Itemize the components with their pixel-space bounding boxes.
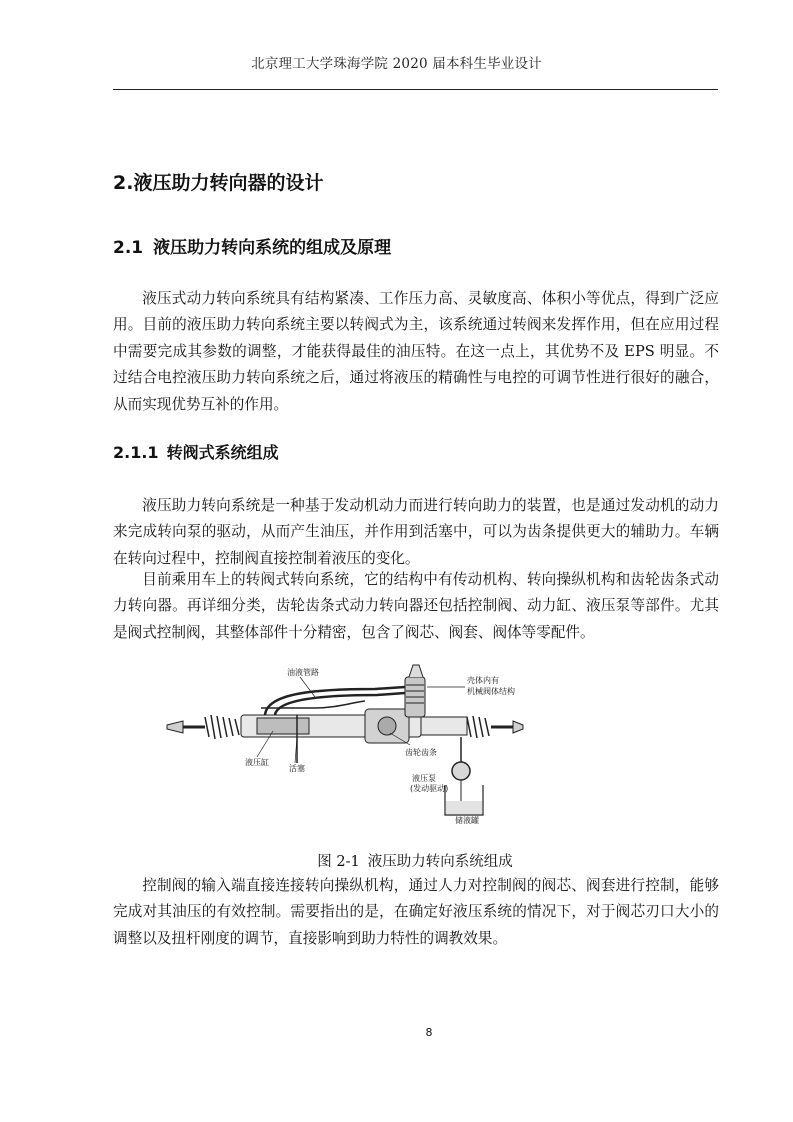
label-tank: 储液罐 [455,816,479,825]
figure-caption-text: 液压助力转向系统组成 [367,854,513,870]
label-piston: 活塞 [289,764,305,773]
header-rule [113,89,718,90]
label-valve-line1: 壳体内有 [467,676,499,685]
paragraph-4: 控制阀的输入端直接连接转向操纵机构，通过人力对控制阀的阀芯、阀套进行控制，能够完成对其油压的有效控制。需要指出的是，在确定好液压系统的情况下，对于阀芯刃口大小的调整以及扭杆刚度的调节，直接影响到助力特性的调教效果。 [113,877,719,947]
subsection-number: 2.1 [113,238,144,258]
paragraph-1: 液压式动力转向系统具有结构紧凑、工作压力高、灵敏度高、体积小等优点，得到广泛应用。目前的液压助力转向系统主要以转阀式为主，该系统通过转阀来发挥作用，但在应用过程中需要完成其参数的调整，才能获得最佳的油压特。在这一点上，其优势不及 EPS 明显。不过结合电控液压助力转向系统之后，通过将液压的精确性与电控的可调节性进行很好的融合，从而实现优势互补的作用。 [113,290,719,413]
figure-caption [0,850,793,871]
label-cylinder: 液压缸 [245,758,269,767]
paragraph-3: 目前乘用车上的转阀式转向系统，它的结构中有传动机构、转向操纵机构和齿轮齿条式动力转向器。再详细分类，齿轮齿条式动力转向器还包括控制阀、动力缸、液压泵等部件。尤其是阀式控制阀，其整体部件十分精密，包含了阀芯、阀套、阀体等零配件。 [113,571,719,641]
figure-caption-number: 图 2-1 [317,854,360,870]
subsection-title: 液压助力转向系统的组成及原理 [153,238,392,258]
subsubsection-number: 2.1.1 [113,443,159,462]
running-header: 北京理工大学珠海学院 2020 届本科生毕业设计 [251,56,542,72]
steering-system-figure [165,663,525,831]
label-gear: 齿轮齿条 [405,748,437,757]
label-pump-line2: (发动驱动) [410,784,449,793]
label-valve-line2: 机械阀体结构 [467,687,515,696]
subsection-heading [113,233,391,258]
label-tubes: 油液管路 [287,668,319,677]
paragraph-2: 液压助力转向系统是一种基于发动机动力而进行转向助力的装置，也是通过发动机的动力来完成转向泵的驱动，从而产生油压，并作用到活塞中，可以为齿条提供更大的辅助力。车辆在转向过程中，控制阀直接控制着液压的变化。 [113,497,719,567]
section-heading: 2.液压助力转向器的设计 [113,172,324,194]
page-number: 8 [425,1026,433,1039]
subsubsection-heading [113,440,279,463]
label-pump-line1: 液压泵 [412,774,436,783]
subsubsection-title: 转阀式系统组成 [166,443,279,462]
